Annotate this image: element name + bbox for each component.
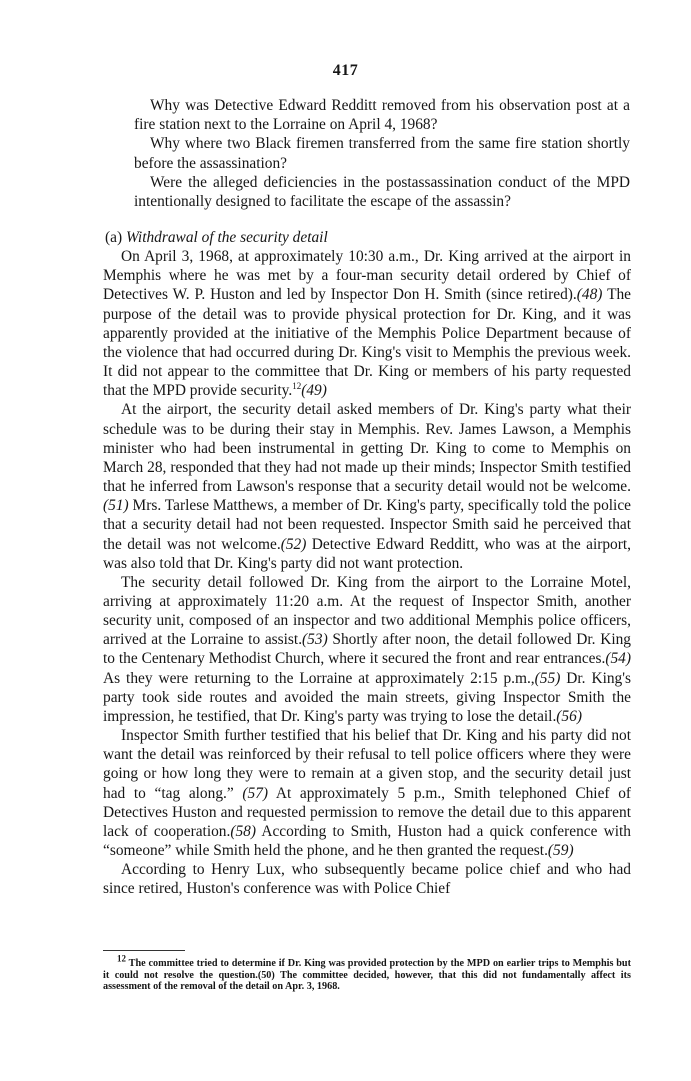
citation: (49) (301, 382, 327, 400)
citation: (58) (230, 822, 256, 840)
citation: (53) (302, 631, 328, 649)
body-text (103, 228, 631, 898)
paragraph-text: Shortly after noon, the detail followed Dr. King to the Centenary Methodist Church, where it secured the front and rear entrances. (103, 631, 631, 668)
paragraph-text: According to Henry Lux, who subsequently became police chief and who had since retired, Huston's conference was with Police Chief (103, 861, 631, 898)
paragraph (103, 860, 631, 898)
paragraph-text: The security detail followed Dr. King from the airport to the Lorraine Motel, arriving at approximately 11:20 a.m. At the request of Inspector Smith, another security unit, composed of an inspector and two additional Memphis police officers, arrived at the Lorraine to assist. (103, 573, 631, 649)
citation: (52) (280, 535, 307, 553)
paragraph (103, 400, 631, 572)
page-number: 417 (332, 62, 359, 79)
footnote-text: The committee decided, however, that this did not fundamentally affect its assessment of the removal of the detail on Apr. 3, 1968. (103, 969, 631, 993)
paragraph-text: Inspector Smith further testified that his belief that Dr. King and his party did not want the detail was reinforced by their refusal to tell police officers where they were going or how long they were to remain at a given stop, and the security detail just had to “tag along.” (103, 727, 631, 802)
question-item: Why where two Black firemen transferred from the same fire station shortly before the assassination? (134, 135, 630, 172)
citation: (59) (547, 842, 574, 859)
footnote-divider (103, 950, 185, 951)
paragraph-text: At the airport, the security detail asked members of Dr. King's party what their schedule was to be during their stay in Memphis. Rev. James Lawson, a Memphis minister who had been instrumental in getting Dr. King to come to Memphis on March 28, responded that they had not made up their minds; Inspector Smith testified that he inferred from Lawson's response that a security detail would not be welcome. (103, 401, 631, 496)
paragraph (103, 573, 631, 726)
paragraph-text: Mrs. Tarlese Matthews, a member of Dr. King's party, specifically told the police that a security detail had not been requested. Inspector Smith said he perceived that the detail was not welcome. (103, 497, 631, 553)
section-title: Withdrawal of the security detail (125, 229, 328, 246)
citation: (51) (103, 497, 129, 515)
paragraph-text: According to Smith, Huston had a quick conference with “someone” while Smith held the phone, and he then granted the request. (103, 822, 631, 859)
paragraph-text: As they were returning to the Lorraine at approximately 2:15 p.m., (103, 669, 535, 687)
paragraph-text: On April 3, 1968, at approximately 10:30 a.m., Dr. King arrived at the airport in Memphis where he was met by a four-man security detail ordered by Chief of Detectives W. P. Huston and led by Inspector Don H. Smith (since retired). (103, 248, 631, 304)
citation: (57) (242, 784, 269, 802)
question-list (134, 96, 630, 211)
footnote-marker: 12 (117, 953, 126, 964)
paragraph-text: Detective Edward Redditt, who was at the airport, was also told that Dr. King's party did not want protection. (103, 535, 631, 572)
citation: (55) (534, 669, 561, 687)
footnote (103, 953, 631, 993)
section-heading (105, 228, 631, 247)
citation: (50) (257, 969, 275, 981)
footnote-text: The committee tried to determine if Dr. King was provided protection by the MPD on earlier trips to Memphis but it could not resolve the question. (103, 958, 631, 981)
section-label: (a) (105, 229, 123, 246)
citation: (48) (576, 286, 603, 304)
paragraph-text: At approximately 5 p.m., Smith telephoned Chief of Detectives Huston and requested permission to remove the detail due to this apparent lack of cooperation. (103, 784, 632, 840)
citation: (56) (556, 707, 582, 725)
citation: (54) (605, 650, 631, 668)
paragraph (103, 247, 631, 400)
question-item: Why was Detective Edward Redditt removed from his observation post at a fire station next to the Lorraine on April 4, 1968? (134, 97, 630, 134)
footnote-marker: 12 (292, 381, 302, 392)
paragraph-text: The purpose of the detail was to provide physical protection for Dr. King, and it was apparently provided at the initiative of the Memphis Police Department because of the violence that had occurred during Dr. King's visit to Memphis the previous week. It did not appear to the committee that Dr. King or members of his party requested that the MPD provide security. (103, 286, 632, 400)
paragraph (103, 726, 631, 860)
paragraph-text: Dr. King's party took side routes and avoided the main streets, giving Inspector Smith the impression, he testified, that Dr. King's party was trying to lose the detail. (103, 669, 631, 725)
question-item: Were the alleged deficiencies in the postassassination conduct of the MPD intentionally designed to facilitate the escape of the assassin? (134, 173, 630, 211)
